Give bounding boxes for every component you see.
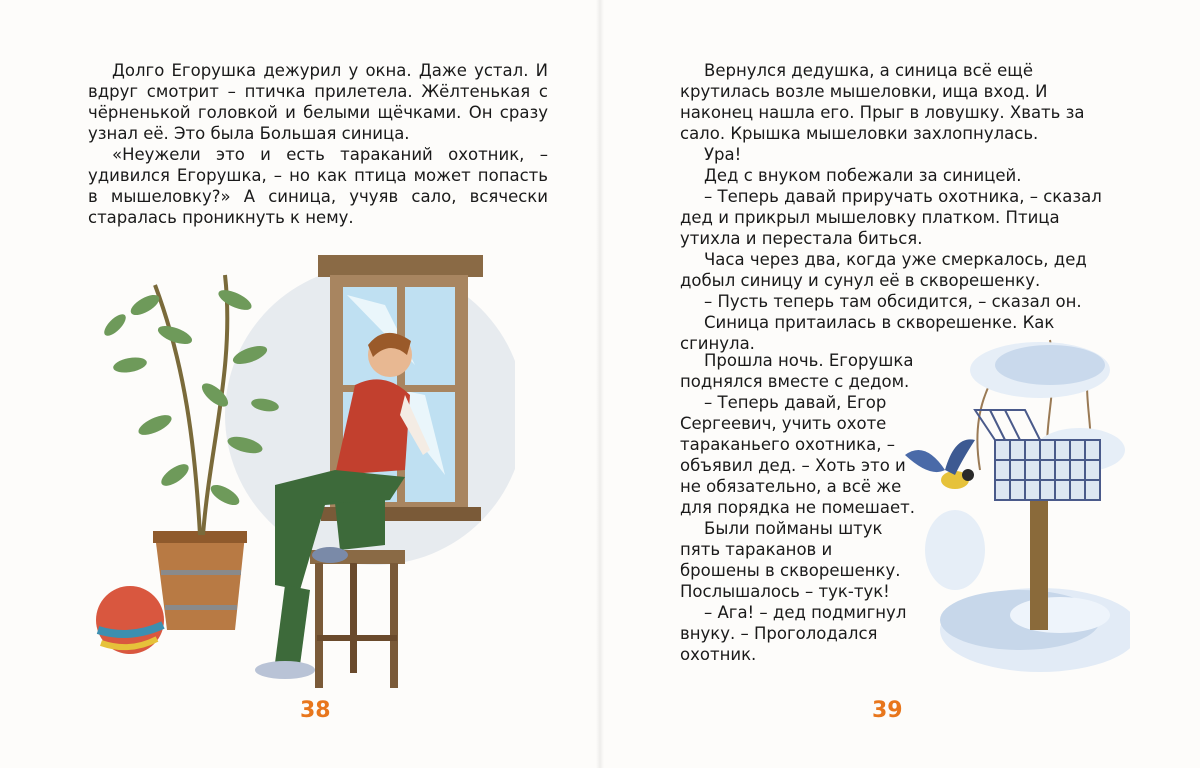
right-page: [600, 0, 1200, 768]
cage-trap: [975, 410, 1100, 500]
right-page-text: [680, 60, 1114, 354]
paragraph: – Пусть теперь там обсидится, – сказал он.: [704, 292, 1082, 311]
birdhouse-trap-illustration: [900, 330, 1130, 680]
ball: [96, 586, 164, 654]
paragraph: Часа через два, когда уже смеркалось, дед добыл синицу и сунул её в скворешенку.: [680, 250, 1087, 290]
paragraph: – Теперь давай, Егор Сергеевич, учить охоте тараканьего охотника, – объявил дед. – Хоть это и не обязательно, а всё же для порядка не помешает.: [680, 393, 916, 517]
paragraph: Были пойманы штук пять тараканов и брошены в скворешенку. Послышалось – тук-тук!: [680, 519, 901, 601]
paragraph: – Ага! – дед подмигнул внуку. – Проголодался охотник.: [680, 603, 907, 664]
paragraph: Прошла ночь. Егорушка поднялся вместе с дедом.: [680, 351, 914, 391]
paragraph: Долго Егорушка дежурил у окна. Даже устал. И вдруг смотрит – птичка прилетела. Жёлтенькая с чёрненькой головкой и белыми щёчками. Он сразу узнал её. Это была Большая синица.: [88, 61, 548, 143]
left-page-text: [88, 60, 548, 228]
paragraph: Вернулся дедушка, а синица всё ещё крутилась возле мышеловки, ища вход. И наконец нашла его. Прыг в ловушку. Хвать за сало. Крышка мышеловки захлопнулась.: [680, 61, 1085, 143]
plant-pot: [153, 531, 247, 630]
right-page-narrow-text: [680, 350, 916, 665]
boy-at-window-illustration: [85, 245, 515, 695]
page-number: 39: [872, 698, 903, 723]
paragraph: Дед с внуком побежали за синицей.: [704, 166, 1022, 185]
paragraph: – Теперь давай приручать охотника, – сказал дед и прикрыл мышеловку платком. Птица утихла и перестала биться.: [680, 187, 1102, 248]
post: [1030, 490, 1048, 630]
stool: [310, 550, 405, 688]
bird: [905, 439, 975, 489]
paragraph: «Неужели это и есть тараканий охотник, – удивился Егорушка, – но как птица может попасть в мышеловку?» А синица, учуяв сало, всячески старалась проникнуть к нему.: [88, 145, 548, 227]
paragraph: Синица притаилась в скворешенке. Как сгинула.: [680, 313, 1055, 353]
page-number: 38: [300, 698, 331, 723]
paragraph: Ура!: [704, 145, 742, 164]
snowdrift: [925, 510, 1130, 672]
